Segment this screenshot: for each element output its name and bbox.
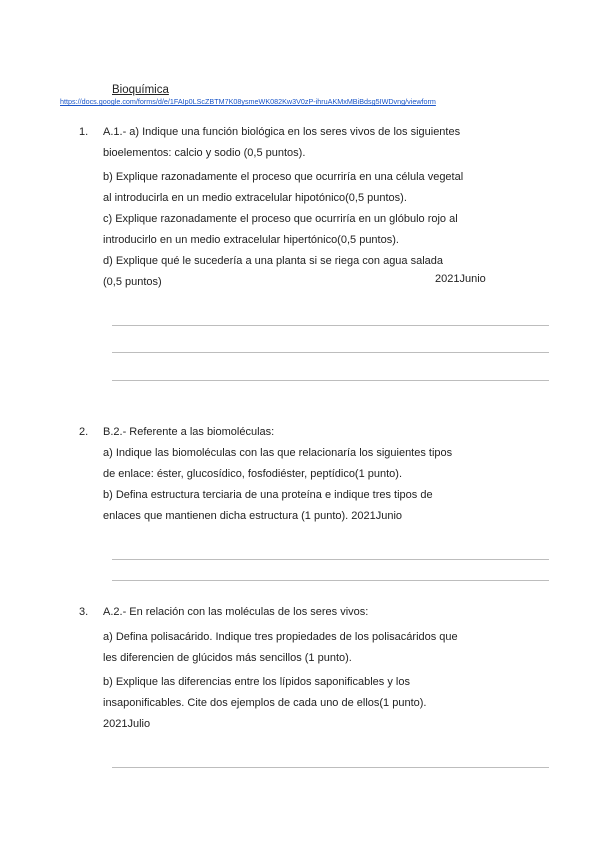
question-1-line: c) Explique razonadamente el proceso que ocurriría en un glóbulo rojo al [103, 213, 458, 225]
question-1-year: 2021Junio [435, 273, 486, 285]
question-1-line: bioelementos: calcio y sodio (0,5 puntos). [103, 147, 306, 159]
question-1-line: b) Explique razonadamente el proceso que ocurriría en una célula vegetal [103, 171, 464, 183]
answer-line [112, 380, 549, 381]
question-3-line: b) Explique las diferencias entre los lípidos saponificables y los [103, 676, 410, 688]
question-1-line: (0,5 puntos) [103, 276, 162, 288]
question-2-number: 2. [79, 426, 89, 438]
question-3-line: insaponificables. Cite dos ejemplos de cada uno de ellos(1 punto). [103, 697, 427, 709]
question-1-number: 1. [79, 126, 89, 138]
question-3-number: 3. [79, 606, 89, 618]
question-2 [103, 422, 503, 527]
question-1-line: introducirlo en un medio extracelular hipertónico(0,5 puntos). [103, 234, 399, 246]
question-2-line: enlaces que mantienen dicha estructura (1 punto). 2021Junio [103, 510, 403, 522]
question-1-line: d) Explique qué le sucedería a una planta si se riega con agua salada [103, 255, 444, 267]
form-link[interactable]: https://docs.google.com/forms/d/e/1FAIp0LScZBTM7K08ysmeWK082Kw3V0zP-ihruAKMxMBiBdsg5IWDvng/viewform [60, 97, 436, 106]
question-3-line: A.2.- En relación con las moléculas de los seres vivos: [103, 606, 369, 618]
question-1 [103, 122, 503, 293]
question-2-line: B.2.- Referente a las biomoléculas: [103, 426, 275, 438]
question-3-line: 2021Julio [103, 718, 151, 730]
question-2-line: de enlace: éster, glucosídico, fosfodiéster, peptídico(1 punto). [103, 468, 403, 480]
question-1-line: al introducirla en un medio extracelular hipotónico(0,5 puntos). [103, 192, 407, 204]
answer-line [112, 580, 549, 581]
question-3 [103, 602, 503, 735]
answer-line [112, 352, 549, 353]
question-2-line: a) Indique las biomoléculas con las que relacionaría los siguientes tipos [103, 447, 453, 459]
answer-line [112, 325, 549, 326]
question-2-line: b) Defina estructura terciaria de una proteína e indique tres tipos de [103, 489, 433, 501]
answer-line [112, 767, 549, 768]
question-3-line: les diferencien de glúcidos más sencillos (1 punto). [103, 652, 352, 664]
document-title: Bioquímica [112, 84, 169, 96]
answer-line [112, 559, 549, 560]
question-1-line: A.1.- a) Indique una función biológica en los seres vivos de los siguientes [103, 126, 461, 138]
question-3-line: a) Defina polisacárido. Indique tres propiedades de los polisacáridos que [103, 631, 458, 643]
